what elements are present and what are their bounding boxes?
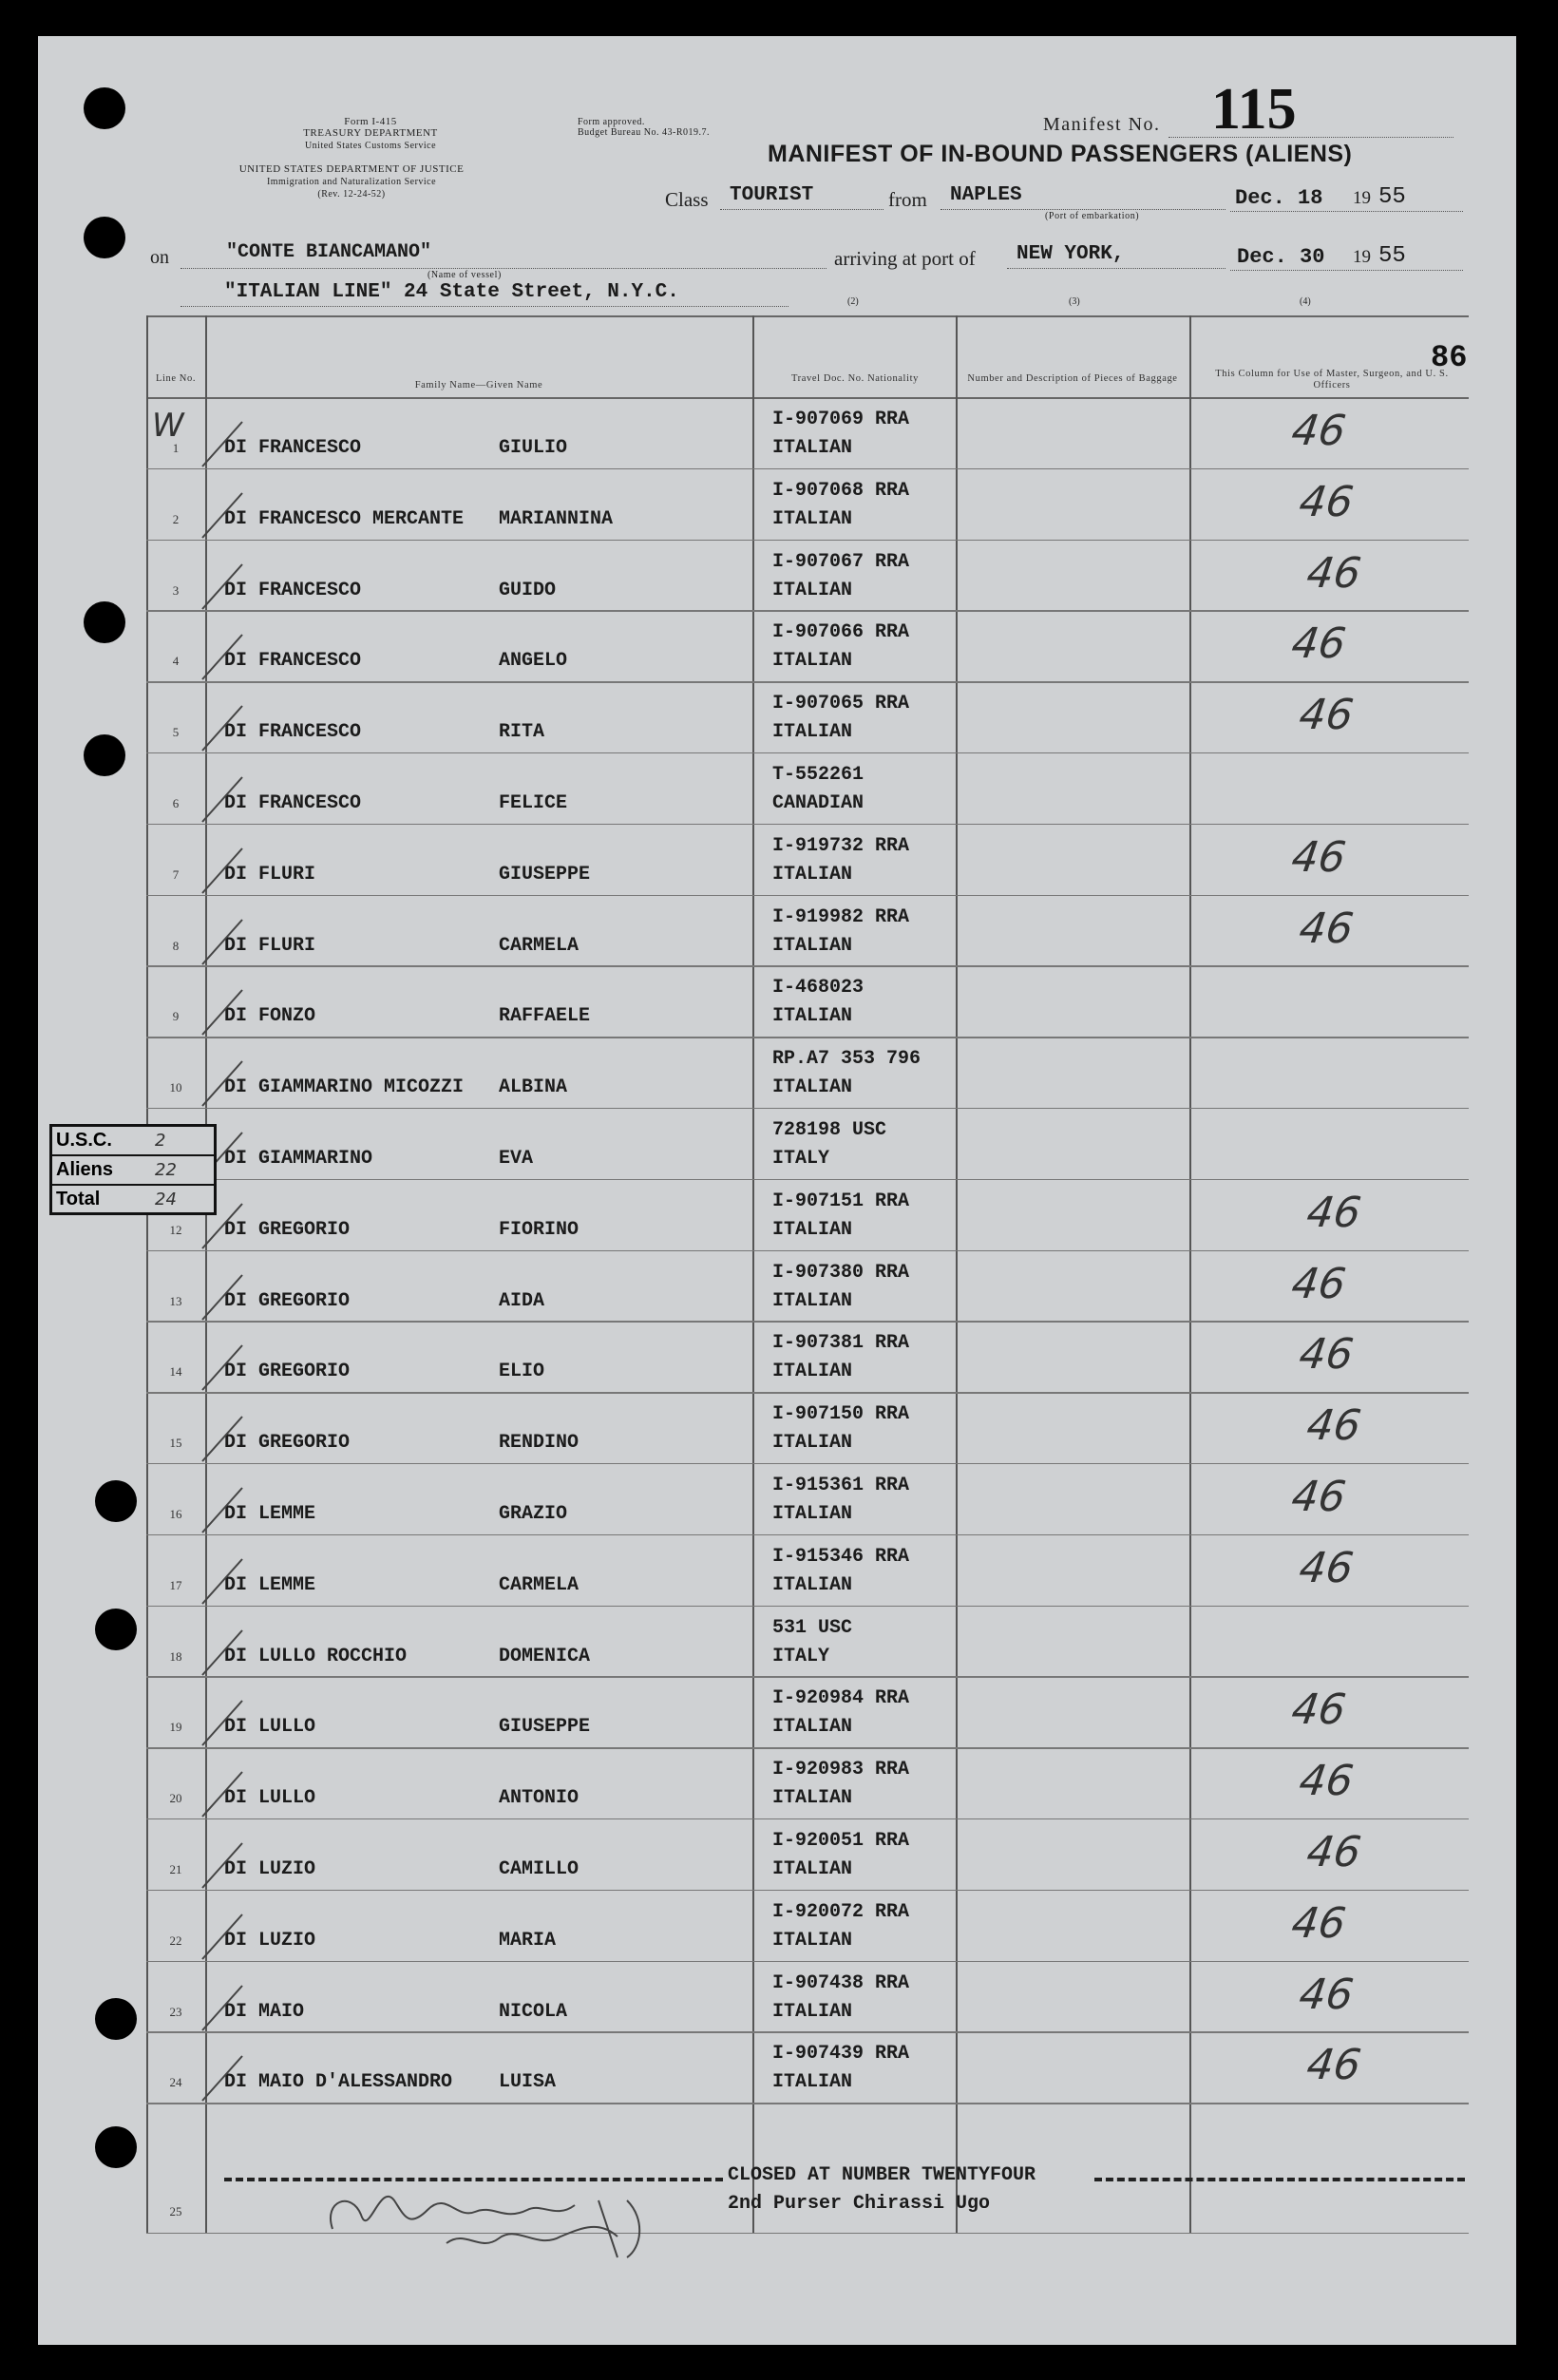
officer-mark: 46 [1288,1898,1349,1948]
arrival-port: NEW YORK, [1016,243,1125,265]
travel-doc-number: I-920984 RRA [772,1687,910,1710]
given-name: NICOLA [499,2000,568,2023]
line-number: 25 [169,2204,182,2218]
family-name: DI FRANCESCO [224,721,362,744]
family-name: DI FRANCESCO [224,579,362,601]
family-name: DI LEMME [224,1573,316,1596]
line-number: 17 [169,1577,182,1592]
given-name: MARIANNINA [499,507,614,530]
row-divider [146,540,1469,541]
given-name: RITA [499,721,545,744]
check-tick-icon [195,1409,252,1466]
budget-bureau: Budget Bureau No. 43-R019.7. [578,127,710,138]
travel-doc-number: I-919732 RRA [772,834,910,857]
check-tick-icon [195,1764,252,1821]
nationality: ITALIAN [772,934,853,957]
check-tick-icon [195,1054,252,1111]
row-divider [146,1818,1469,1819]
punch-hole [84,87,125,129]
purser-name: 2nd Purser Chirassi Ugo [728,2193,991,2215]
check-tick-icon [195,1267,252,1324]
check-tick-icon [195,1552,252,1609]
given-name: FELICE [499,792,568,814]
row-divider [146,965,1469,966]
line-number: 14 [169,1364,182,1380]
travel-doc-number: I-907439 RRA [772,2043,910,2066]
arrival-year-prefix: 19 [1353,247,1371,267]
given-name: CARMELA [499,934,580,957]
check-tick-icon [195,1978,252,2035]
col-name: Family Name—Given Name [414,380,543,390]
row-divider [146,468,1469,469]
form-approved: Form approved. [578,117,645,127]
given-name: ANTONIO [499,1787,580,1810]
travel-doc-number: 531 USC [772,1616,853,1639]
given-name: CARMELA [499,1573,580,1596]
line-number: 4 [172,654,180,669]
line-number: 15 [169,1436,182,1451]
nationality: ITALIAN [772,1361,853,1383]
arrival-year: 55 [1378,243,1406,269]
nationality: ITALY [772,1645,830,1667]
line-number: 2 [172,511,180,526]
line-number: 16 [169,1507,182,1521]
officer-mark: 46 [1303,2041,1364,2090]
nationality: ITALIAN [772,1432,853,1455]
travel-doc-number: I-920983 RRA [772,1759,910,1781]
family-name: DI GREGORIO [224,1218,351,1241]
travel-doc-number: I-919982 RRA [772,905,910,928]
nationality: ITALIAN [772,579,853,601]
line-number: 13 [169,1293,182,1308]
given-name: RENDINO [499,1432,580,1455]
nationality: ITALIAN [772,721,853,744]
line-number: 24 [169,2075,182,2090]
family-name: DI FRANCESCO [224,650,362,673]
officer-mark: 46 [1296,1543,1357,1592]
vessel-name: "CONTE BIANCAMANO" [226,241,432,263]
travel-doc-number: I-907381 RRA [772,1332,910,1355]
margin-mark: W [152,407,184,445]
punch-hole [95,1480,137,1522]
punch-hole [84,601,125,643]
purser-signature [314,2162,712,2267]
family-name: DI MAIO [224,2000,305,2023]
officer-mark: 46 [1288,619,1349,669]
line-number: 19 [169,1720,182,1735]
line-number: 18 [169,1648,182,1664]
given-name: LUISA [499,2071,557,2094]
check-tick-icon [195,912,252,969]
row-divider [146,1890,1469,1891]
officer-mark: 46 [1303,1828,1364,1876]
line-number: 10 [169,1080,182,1095]
nationality: ITALIAN [772,1573,853,1596]
ref-2: (2) [847,296,859,307]
punch-hole [95,2126,137,2168]
given-name: ANGELO [499,650,568,673]
total-row: Total 24 [56,1189,177,1209]
family-name: DI LEMME [224,1503,316,1525]
travel-doc-number: I-915346 RRA [772,1545,910,1568]
nationality: ITALIAN [772,437,853,459]
summary-box [49,1124,217,1215]
given-name: GIULIO [499,437,568,459]
line-number: 7 [172,866,180,882]
given-name: GRAZIO [499,1503,568,1525]
nationality: ITALIAN [772,507,853,530]
line-number: 9 [172,1009,180,1024]
justice-department: UNITED STATES DEPARTMENT OF JUSTICE [238,163,465,175]
family-name: DI FONZO [224,1005,316,1028]
nationality: ITALIAN [772,1218,853,1241]
officer-mark: 46 [1303,1188,1364,1237]
travel-doc-number: I-907069 RRA [772,409,910,430]
nationality: CANADIAN [772,792,864,814]
officer-mark: 46 [1296,1330,1357,1380]
port-embarkation-label: (Port of embarkation) [1045,211,1140,221]
family-name: DI FLURI [224,863,316,885]
travel-doc-number: I-907438 RRA [772,1971,910,1994]
ref-3: (3) [1069,296,1080,307]
travel-doc-number: I-907150 RRA [772,1403,910,1426]
customs-service: United States Customs Service [304,141,437,151]
line-number: 12 [169,1222,182,1237]
arriving-label: arriving at port of [834,247,976,270]
officer-mark: 46 [1303,1401,1364,1451]
travel-doc-number: T-552261 [772,764,864,786]
row-divider [146,1606,1469,1607]
check-tick-icon [195,982,252,1039]
check-tick-icon [195,414,252,471]
check-tick-icon [195,557,252,614]
row-divider [146,1534,1469,1535]
travel-doc-number: 728198 USC [772,1119,887,1141]
family-name: DI GREGORIO [224,1289,351,1312]
given-name: GIUSEPPE [499,1716,591,1739]
line-number: 6 [172,796,180,810]
family-name: DI LULLO [224,1716,316,1739]
check-tick-icon [195,841,252,898]
officer-mark: 46 [1296,691,1357,740]
punch-hole [95,1609,137,1650]
usc-row: U.S.C. 2 [52,1127,214,1156]
check-tick-icon [195,1907,252,1964]
row-divider [146,1961,1469,1962]
family-name: DI GREGORIO [224,1432,351,1455]
officer-mark: 46 [1303,548,1364,598]
travel-doc-number: I-907068 RRA [772,479,910,502]
check-tick-icon [195,1338,252,1395]
nationality: ITALIAN [772,1929,853,1952]
travel-doc-number: I-920072 RRA [772,1900,910,1923]
family-name: DI LUZIO [224,1929,316,1952]
check-tick-icon [195,1693,252,1750]
treasury-department: TREASURY DEPARTMENT [303,127,438,139]
travel-doc-number: I-907066 RRA [772,621,910,644]
given-name: AIDA [499,1289,545,1312]
line-number: 5 [172,725,180,740]
row-divider [146,681,1469,682]
arrival-date: Dec. 30 [1237,245,1325,269]
officer-mark: 46 [1296,1757,1357,1806]
row-divider [146,752,1469,753]
immigration-service: Immigration and Naturalization Service [266,177,437,187]
given-name: GUIDO [499,579,557,601]
family-name: DI GIAMMARINO MICOZZI [224,1076,465,1099]
row-divider [146,824,1469,825]
officer-mark: 46 [1288,407,1349,455]
manifest-number: 115 [1211,77,1297,142]
given-name: ELIO [499,1361,545,1383]
officer-mark: 46 [1288,1259,1349,1308]
family-name: DI FRANCESCO [224,792,362,814]
embark-date: Dec. 18 [1235,186,1323,210]
given-name: MARIA [499,1929,557,1952]
travel-doc-number: I-907151 RRA [772,1190,910,1212]
line-number: 22 [169,1933,182,1948]
col-officers: This Column for Use of Master, Surgeon, and U. S. Officers [1215,369,1449,390]
vessel-label: (Name of vessel) [428,270,502,280]
row-divider [146,1463,1469,1464]
travel-doc-number: I-907380 RRA [772,1261,910,1284]
check-tick-icon [195,1623,252,1680]
line-number: 21 [169,1862,182,1876]
check-tick-icon [195,486,252,543]
given-name: CAMILLO [499,1858,580,1880]
travel-doc-number: I-907065 RRA [772,693,910,715]
nationality: ITALIAN [772,1716,853,1739]
line-number: 3 [172,582,180,598]
nationality: ITALY [772,1148,830,1170]
family-name: DI GIAMMARINO [224,1148,373,1170]
given-name: GIUSEPPE [499,863,591,885]
given-name: DOMENICA [499,1645,591,1667]
embark-year-prefix: 19 [1353,188,1371,208]
embark-year: 55 [1378,184,1406,210]
nationality: ITALIAN [772,2071,853,2094]
row-divider [146,610,1469,611]
nationality: ITALIAN [772,1503,853,1525]
nationality: ITALIAN [772,2000,853,2023]
row-divider [146,1250,1469,1251]
from-label: from [888,188,927,211]
check-tick-icon [195,1836,252,1893]
check-tick-icon [195,698,252,755]
officer-mark: 46 [1288,832,1349,882]
row-divider [146,1321,1469,1322]
family-name: DI GREGORIO [224,1361,351,1383]
nationality: ITALIAN [772,1289,853,1312]
class-value: TOURIST [730,184,814,206]
row-divider [146,1179,1469,1180]
travel-doc-number: I-915361 RRA [772,1475,910,1496]
given-name: RAFFAELE [499,1005,591,1028]
line-company: "ITALIAN LINE" 24 State Street, N.Y.C. [224,281,679,303]
manifest-label: Manifest No. [1043,114,1161,135]
row-divider [146,2031,1469,2032]
nationality: ITALIAN [772,1005,853,1028]
ref-4: (4) [1300,296,1311,307]
col-travel-doc: Travel Doc. No. Nationality [791,373,919,384]
check-tick-icon [195,770,252,827]
family-name: DI LUZIO [224,1858,316,1880]
family-name: DI MAIO D'ALESSANDRO [224,2071,453,2094]
col-baggage: Number and Description of Pieces of Baggage [967,373,1178,384]
row-divider [146,1747,1469,1748]
line-number: 8 [172,938,180,953]
row-divider [146,1108,1469,1109]
nationality: ITALIAN [772,1076,853,1099]
aliens-row: Aliens 22 [52,1156,214,1186]
form-number: Form I-415 [344,116,397,127]
row-divider [146,1676,1469,1677]
line-number: 20 [169,1791,182,1806]
family-name: DI FRANCESCO MERCANTE [224,507,465,530]
line-number: 1 [172,441,180,455]
given-name: FIORINO [499,1218,580,1241]
revision-date: (Rev. 12-24-52) [317,189,386,200]
nationality: ITALIAN [772,1787,853,1810]
officer-mark: 46 [1296,904,1357,953]
closing-statement: CLOSED AT NUMBER TWENTYFOUR [728,2164,1036,2186]
col-line-no: Line No. [155,373,197,384]
punch-hole [84,217,125,258]
officer-mark: 46 [1288,1685,1349,1735]
travel-doc-number: I-920051 RRA [772,1830,910,1852]
nationality: ITALIAN [772,650,853,673]
check-tick-icon [195,1480,252,1537]
row-divider [146,1037,1469,1038]
check-tick-icon [195,627,252,684]
officer-mark: 46 [1296,1970,1357,2019]
travel-doc-number: I-468023 [772,977,864,1000]
on-label: on [150,247,169,268]
page-number: 86 [1431,340,1468,375]
family-name: DI FLURI [224,934,316,957]
travel-doc-number: I-907067 RRA [772,550,910,573]
travel-doc-number: RP.A7 353 796 [772,1048,922,1071]
manifest-title: MANIFEST OF IN-BOUND PASSENGERS (ALIENS) [768,141,1353,167]
given-name: ALBINA [499,1076,568,1099]
officer-mark: 46 [1288,1473,1349,1521]
closing-dash-line [1094,2178,1465,2181]
punch-hole [95,1998,137,2040]
nationality: ITALIAN [772,1858,853,1880]
row-divider [146,895,1469,896]
row-divider [146,2103,1469,2104]
punch-hole [84,734,125,776]
manifest-page [38,36,1516,2345]
check-tick-icon [195,2048,252,2105]
line-number: 23 [169,2004,182,2019]
class-label: Class [665,188,709,211]
nationality: ITALIAN [772,863,853,885]
from-value: NAPLES [950,184,1022,206]
officer-mark: 46 [1296,477,1357,526]
row-divider [146,1392,1469,1393]
family-name: DI LULLO ROCCHIO [224,1645,408,1667]
given-name: EVA [499,1148,534,1170]
family-name: DI LULLO [224,1787,316,1810]
family-name: DI FRANCESCO [224,437,362,459]
